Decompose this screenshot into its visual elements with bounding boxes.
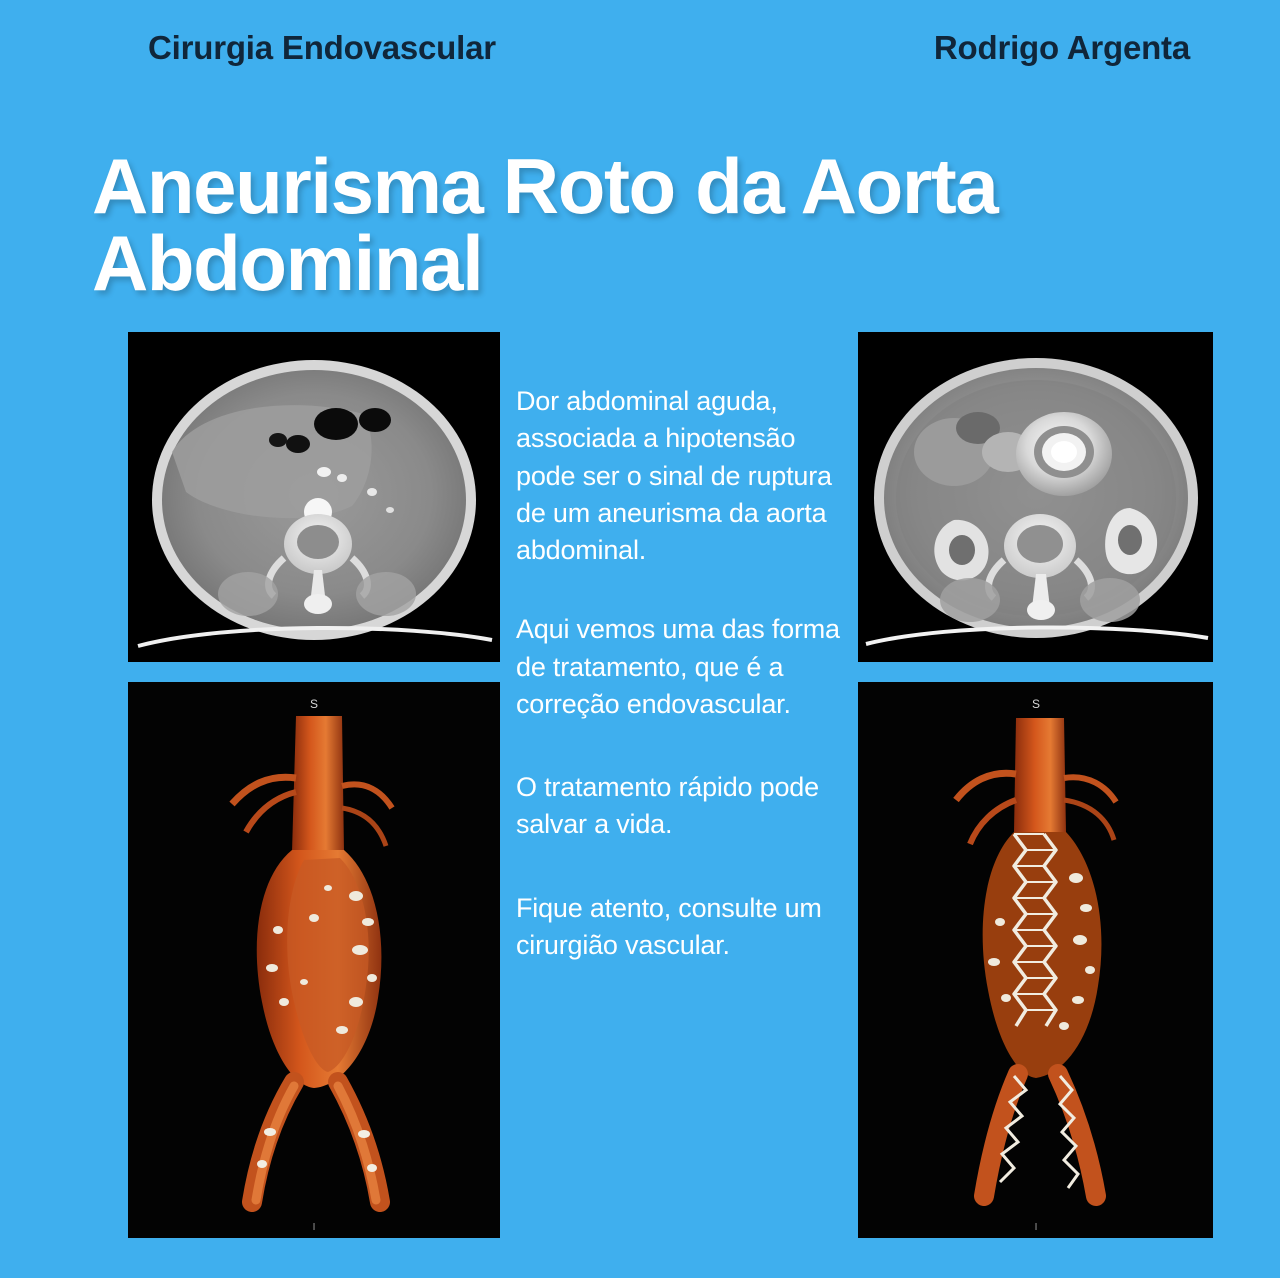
- ct-3d-reconstruction-endograft-image: [858, 682, 1213, 1238]
- ct-axial-abdomen-upper-image: [128, 332, 500, 662]
- body-paragraph-3: O tratamento rápido pode salvar a vida.: [516, 772, 819, 840]
- header-specialty-label: Cirurgia Endovascular: [148, 29, 496, 66]
- content-grid: [0, 330, 1280, 1233]
- orientation-marker-superior: S: [309, 697, 319, 711]
- ct-axial-upper-graphic: [128, 332, 500, 662]
- ct-3d-reconstruction-aneurysm-image: [128, 682, 500, 1238]
- body-paragraph-1: Dor abdominal aguda, associada a hipotensão pode ser o sinal de ruptura de um aneurisma da aorta abdominal.: [516, 386, 832, 565]
- ct-3d-aneurysm-graphic: [128, 682, 500, 1238]
- image-footer-marker: I: [312, 1222, 316, 1233]
- orientation-marker-superior: S: [1031, 697, 1041, 711]
- ct-axial-abdomen-aneurysm-image: [858, 332, 1213, 662]
- body-text-column: [516, 356, 846, 964]
- page-title: Aneurisma Roto da Aorta Abdominal: [92, 142, 998, 307]
- header-author-label: Rodrigo Argenta: [933, 29, 1190, 66]
- body-paragraph-4: Fique atento, consulte um cirurgião vascular.: [516, 892, 822, 960]
- image-footer-marker: I: [1034, 1222, 1038, 1233]
- body-paragraph-2: Aqui vemos uma das forma de tratamento, que é a correção endovascular.: [516, 614, 840, 719]
- ct-3d-endograft-graphic: [858, 682, 1213, 1238]
- ct-axial-aneurysm-graphic: [858, 332, 1213, 662]
- header: [0, 22, 1280, 74]
